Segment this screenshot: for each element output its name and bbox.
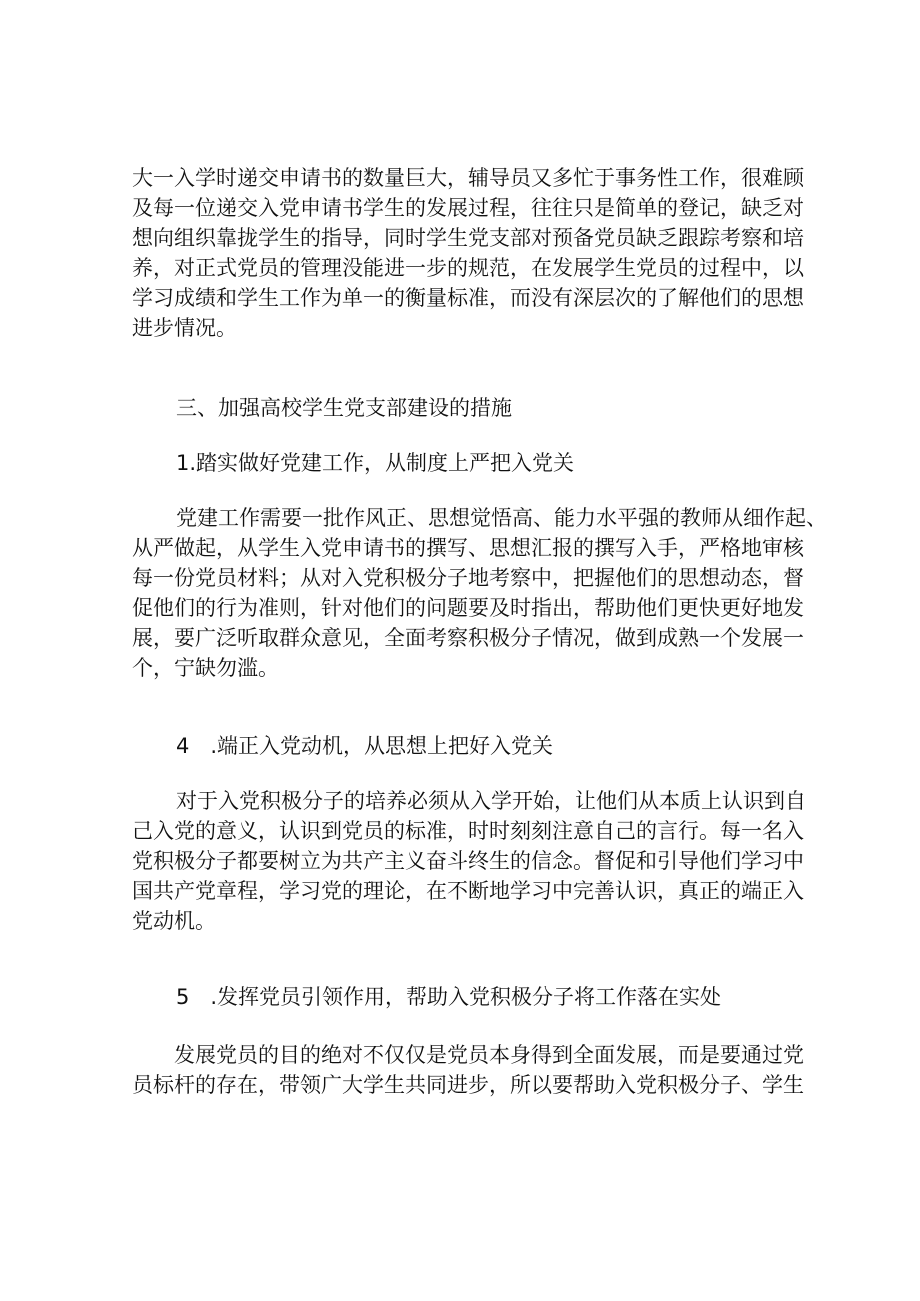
paragraph-line: 每一份党员材料；从对入党积极分子地考察中，把握他们的思想动态，督 bbox=[132, 566, 804, 590]
paragraph-3 bbox=[132, 786, 806, 936]
paragraph-line: 进步情况。 bbox=[132, 316, 237, 340]
paragraph-line: 展，要广泛听取群众意见，全面考察积极分子情况，做到成熟一个发展一 bbox=[132, 626, 804, 650]
paragraph-line: 促他们的行为准则，针对他们的问题要及时指出，帮助他们更快更好地发 bbox=[132, 596, 804, 620]
paragraph-line: 对于入党积极分子的培养必须从入学开始，让他们从本质上认识到自 bbox=[176, 789, 806, 813]
paragraph-line: 从严做起，从学生入党申请书的撰写、思想汇报的撰写入手，严格地审核 bbox=[132, 536, 804, 560]
subheading-5: 5 .发挥党员引领作用，帮助入党积极分子将工作落在实处 bbox=[176, 985, 722, 1009]
paragraph-1 bbox=[132, 163, 804, 343]
paragraph-line: 及每一位递交入党申请书学生的发展过程，往往只是简单的登记，缺乏对 bbox=[132, 196, 804, 220]
subheading-1: 1.踏实做好党建工作，从制度上严把入党关 bbox=[176, 451, 575, 475]
paragraph-line: 养，对正式党员的管理没能进一步的规范，在发展学生党员的过程中，以 bbox=[132, 256, 804, 280]
paragraph-4 bbox=[132, 1040, 804, 1100]
paragraph-line: 大一入学时递交申请书的数量巨大，辅导员又多忙于事务性工作，很难顾 bbox=[132, 166, 804, 190]
paragraph-2 bbox=[132, 503, 827, 683]
paragraph-line: 想向组织靠拢学生的指导，同时学生党支部对预备党员缺乏跟踪考察和培 bbox=[132, 226, 804, 250]
section-heading-3: 三、加强高校学生党支部建设的措施 bbox=[176, 396, 512, 420]
paragraph-line: 党建工作需要一批作风正、思想觉悟高、能力水平强的教师从细作起、 bbox=[176, 506, 827, 530]
paragraph-line: 发展党员的目的绝对不仅仅是党员本身得到全面发展，而是要通过党 bbox=[174, 1043, 804, 1067]
paragraph-line: 党动机。 bbox=[132, 909, 216, 933]
paragraph-line: 个，宁缺勿滥。 bbox=[132, 656, 279, 680]
paragraph-line: 己入党的意义，认识到党员的标准，时时刻刻注意自己的言行。每一名入 bbox=[132, 819, 804, 843]
subheading-4: 4 .端正入党动机，从思想上把好入党关 bbox=[176, 734, 554, 758]
paragraph-line: 党积极分子都要树立为共产主义奋斗终生的信念。督促和引导他们学习中 bbox=[132, 849, 804, 873]
paragraph-line: 国共产党章程，学习党的理论，在不断地学习中完善认识，真正的端正入 bbox=[132, 879, 804, 903]
paragraph-line: 学习成绩和学生工作为单一的衡量标准，而没有深层次的了解他们的思想 bbox=[132, 286, 804, 310]
paragraph-line: 员标杆的存在，带领广大学生共同进步，所以要帮助入党积极分子、学生 bbox=[132, 1073, 804, 1097]
